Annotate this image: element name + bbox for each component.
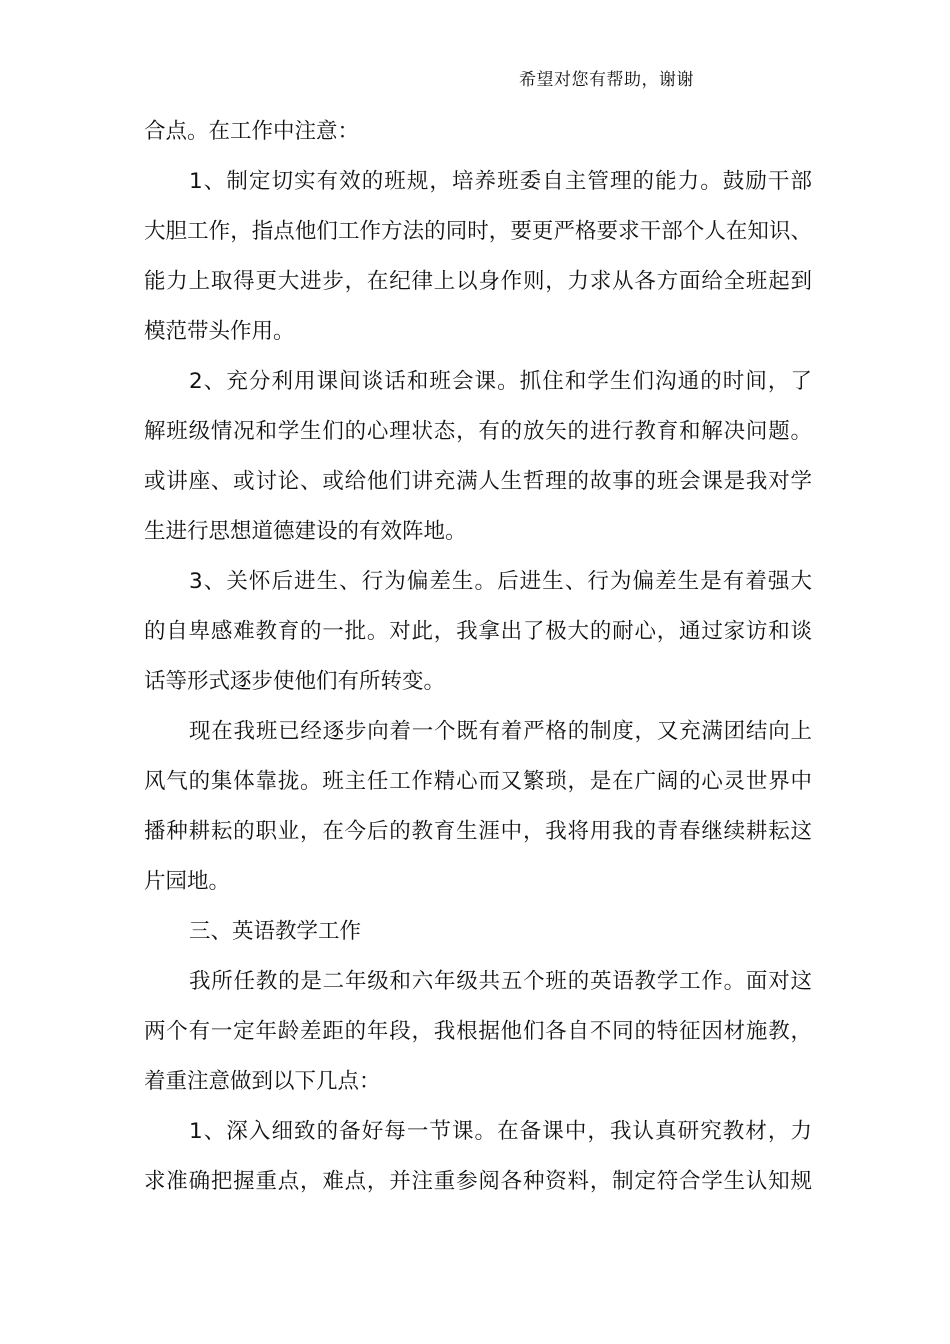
document-body (144, 107, 812, 1207)
text-line: 现在我班已经逐步向着一个既有着严格的制度，又充满团结向上 (189, 719, 812, 744)
text-line: 着重注意做到以下几点： (144, 1069, 381, 1094)
text-line: 能力上取得更大进步，在纪律上以身作则，力求从各方面给全班起到 (144, 269, 812, 294)
text-line: 大胆工作，指点他们工作方法的同时，要更严格要求干部个人在知识、 (144, 219, 812, 244)
text-line: 话等形式逐步使他们有所转变。 (144, 669, 446, 694)
text-line: 风气的集体靠拢。班主任工作精心而又繁琐，是在广阔的心灵世界中 (144, 769, 812, 794)
text-line: 解班级情况和学生们的心理状态，有的放矢的进行教育和解决问题。 (144, 419, 812, 444)
text-line: 模范带头作用。 (144, 319, 295, 344)
text-line: 两个有一定年龄差距的年段，我根据他们各自不同的特征因材施教， (144, 1019, 812, 1044)
text-line: 求准确把握重点，难点，并注重参阅各种资料，制定符合学生认知规 (144, 1169, 812, 1194)
text-line: 生进行思想道德建设的有效阵地。 (144, 519, 467, 544)
text-line: 2、充分利用课间谈话和班会课。抓住和学生们沟通的时间，了 (189, 369, 812, 394)
text-line: 片园地。 (144, 869, 231, 894)
text-line: 3、关怀后进生、行为偏差生。后进生、行为偏差生是有着强大 (189, 569, 812, 594)
text-line: 播种耕耘的职业，在今后的教育生涯中，我将用我的青春继续耕耘这 (144, 819, 812, 844)
text-line: 的自卑感难教育的一批。对此，我拿出了极大的耐心，通过家访和谈 (144, 619, 812, 644)
header-note: 希望对您有帮助，谢谢 (519, 70, 694, 90)
text-line: 1、深入细致的备好每一节课。在备课中，我认真研究教材，力 (189, 1119, 812, 1144)
text-line: 三、英语教学工作 (189, 919, 362, 944)
text-line: 1、制定切实有效的班规，培养班委自主管理的能力。鼓励干部 (189, 169, 812, 194)
text-line: 合点。在工作中注意： (144, 119, 360, 144)
text-line: 我所任教的是二年级和六年级共五个班的英语教学工作。面对这 (189, 969, 812, 994)
text-line: 或讲座、或讨论、或给他们讲充满人生哲理的故事的班会课是我对学 (144, 469, 812, 494)
